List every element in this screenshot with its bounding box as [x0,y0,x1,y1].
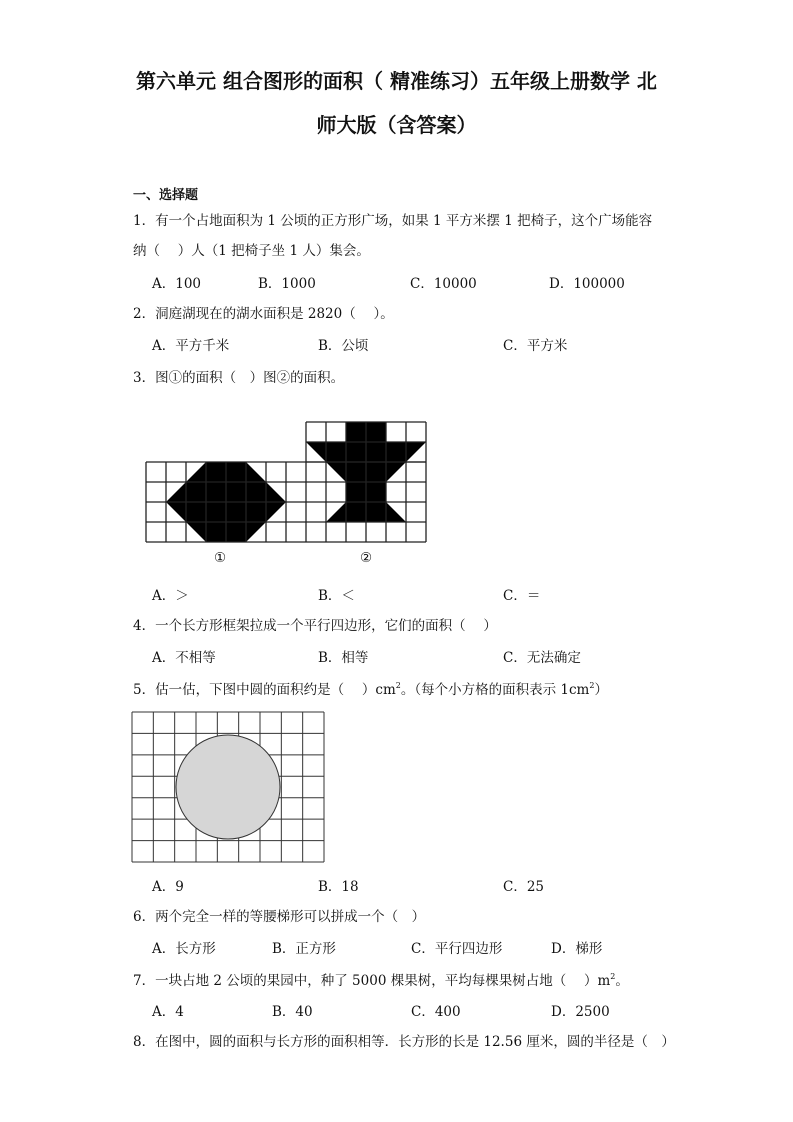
q7-sup: 2 [610,972,616,981]
q2-option-c: C．平方米 [503,338,568,354]
q3-option-c: C．＝ [503,588,541,604]
q7-option-b: B．40 [272,1004,313,1020]
figure-label-2: ② [360,550,373,566]
q5-option-b: B．18 [318,879,359,895]
q5-sup-2: 2 [589,681,595,690]
question-3-text: 3．图①的面积（ ）图②的面积。 [133,370,345,386]
q5-option-a: A．9 [152,879,184,895]
q5-circle [176,735,280,839]
q5-option-c: C．25 [503,879,545,895]
q4-option-b: B．相等 [318,650,369,666]
q7-text-b: 。 [615,973,629,989]
q5-text-a: 5．估一估，下图中圆的面积约是（ ）cm [133,682,396,698]
q4-option-a: A．不相等 [152,650,216,666]
q7-option-c: C．400 [411,1004,461,1020]
q3-option-b: B．＜ [318,588,355,604]
question-1-text: 1．有一个占地面积为 1 公顷的正方形广场，如果 1 平方米摆 1 把椅子，这个广场能容 [133,213,653,229]
q2-option-a: A．平方千米 [152,338,230,354]
q6-option-b: B．正方形 [272,941,336,957]
document-title-line1: 第六单元 组合图形的面积（ 精准练习）五年级上册数学 北 [136,69,657,93]
question-7-text [133,972,629,990]
q1-option-d: D．100000 [549,276,625,292]
q4-option-c: C．无法确定 [503,650,581,666]
question-4-text: 4．一个长方形框架拉成一个平行四边形，它们的面积（ ） [133,618,497,634]
section-heading: 一、选择题 [133,188,199,203]
figure-label-1: ① [214,550,227,566]
q6-option-a: A．长方形 [152,941,216,957]
question-2-text: 2．洞庭湖现在的湖水面积是 2820（ ）。 [133,306,394,322]
document-title-line2: 师大版（含答案） [316,113,477,137]
q2-option-b: B．公顷 [318,338,369,354]
q1-option-b: B．1000 [258,276,316,292]
question-6-text: 6．两个完全一样的等腰梯形可以拼成一个（ ） [133,909,426,925]
question-1-text-cont: 纳（ ）人（1 把椅子坐 1 人）集会。 [133,243,370,259]
q5-sup-1: 2 [395,681,401,690]
q7-text-a: 7．一块占地 2 公顷的果园中，种了 5000 棵果树，平均每棵果树占地（ ）m [133,973,611,989]
q7-option-d: D．2500 [551,1004,610,1020]
q6-option-c: C．平行四边形 [411,941,503,957]
q7-option-a: A．4 [152,1004,184,1020]
q5-text-c: ） [594,682,608,698]
q5-text-b: 。（每个小方格的面积表示 1cm [400,682,590,698]
q1-option-c: C．10000 [410,276,477,292]
q3-option-a: A．＞ [152,588,189,604]
q6-option-d: D．梯形 [551,941,603,957]
question-5-text [133,681,608,699]
q1-option-a: A．100 [152,276,202,292]
question-8-text: 8．在图中，圆的面积与长方形的面积相等．长方形的长是 12.56 厘米，圆的半径是（ ） [133,1034,675,1050]
